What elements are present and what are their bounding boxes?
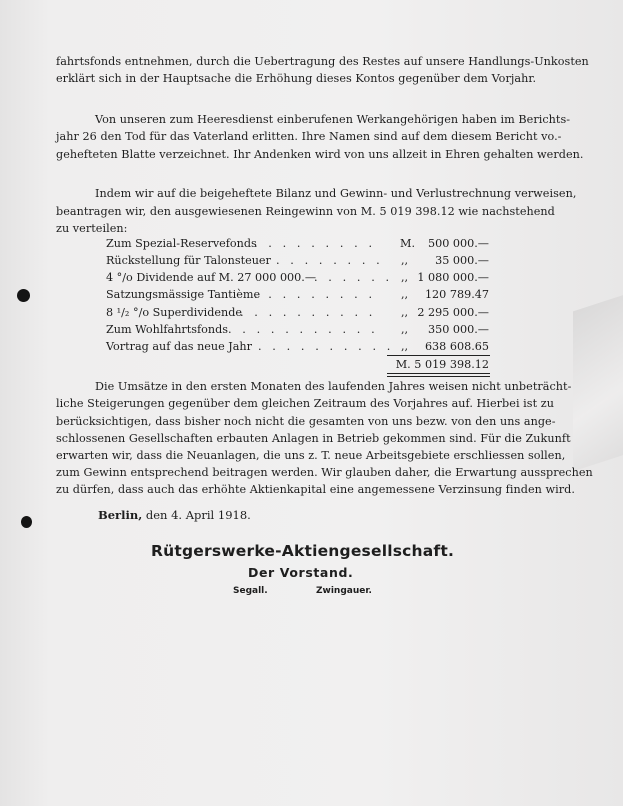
place-label: Berlin, xyxy=(98,508,143,522)
distribution-currency: ,, xyxy=(401,306,409,319)
distribution-currency: ,, xyxy=(401,271,409,284)
distribution-currency: ,, xyxy=(401,340,409,353)
distribution-currency: M. xyxy=(400,237,416,250)
paragraph1-line-1: fahrtsfonds entnehmen, durch die Uebertragung des Restes auf unsere Handlungs-Unkosten xyxy=(56,55,589,68)
distribution-amount: 638 608.65 xyxy=(424,340,489,353)
distribution-amount: 120 789.47 xyxy=(424,288,489,301)
paragraph2-line-2: jahr 26 den Tod für das Vaterland erlitten. Ihre Namen sind auf dem diesem Bericht vo.- xyxy=(56,130,562,143)
paragraph4-line-5: erwarten wir, dass die Neuanlagen, die uns z. T. neue Arbeitsgebiete erschliessen sollen, xyxy=(56,449,566,462)
paragraph4-line-4: schlossenen Gesellschaften erbauten Anlagen in Betrieb gekommen sind. Für die Zukunft xyxy=(56,432,571,445)
paragraph2-line-3: gehefteten Blatte verzeichnet. Ihr Andenken wird von uns allzeit in Ehren gehalten werden. xyxy=(56,148,584,161)
distribution-dots: . . . . . . . . . xyxy=(254,288,376,301)
distribution-label: 8 ¹/₂ °/o Superdividende xyxy=(106,306,243,319)
sum-rule xyxy=(387,355,490,356)
distribution-dots: . . . . . . . . . xyxy=(254,237,376,250)
signature-zwingauer: Zwingauer. xyxy=(316,586,372,596)
distribution-amount: 35 000.— xyxy=(435,254,489,267)
distribution-dots: . . . . . . . . . . . xyxy=(228,323,379,336)
total-double-rule xyxy=(387,373,490,374)
distribution-label: Rückstellung für Talonsteuer xyxy=(106,254,271,267)
distribution-label: Vortrag auf das neue Jahr xyxy=(106,340,252,353)
distribution-dots: . . . . . . . . . . xyxy=(240,306,376,319)
distribution-dots: . . . . . . . . xyxy=(276,254,384,267)
distribution-label: Zum Spezial-Reservefonds xyxy=(106,237,257,250)
paragraph4-line-3: berücksichtigen, dass bisher noch nicht die gesamten von uns bezw. von den uns ange- xyxy=(56,415,556,428)
distribution-currency: ,, xyxy=(401,323,409,336)
paragraph4-line-1: Die Umsätze in den ersten Monaten des laufenden Jahres weisen nicht unbeträcht- xyxy=(95,380,572,393)
distribution-currency: ,, xyxy=(401,254,409,267)
distribution-dots: . . . . . . . . . . xyxy=(258,340,394,353)
paragraph4-line-7: zu dürfen, dass auch das erhöhte Aktienkapital eine angemessene Verzinsung finden wird. xyxy=(56,483,575,496)
company-name: Rütgerswerke-Aktiengesellschaft. xyxy=(151,542,455,560)
paragraph4-line-2: liche Steigerungen gegenüber dem gleichen Zeitraum des Vorjahres auf. Hierbei ist zu xyxy=(56,397,554,410)
signature-segall: Segall. xyxy=(233,586,268,596)
paragraph3-line-2: beantragen wir, den ausgewiesenen Reingewinn von M. 5 019 398.12 wie nachstehend xyxy=(56,205,555,218)
distribution-amount: 1 080 000.— xyxy=(417,271,489,284)
distribution-amount: 2 295 000.— xyxy=(417,306,489,319)
distribution-label: Satzungsmässige Tantième xyxy=(106,288,261,301)
punch-hole-bottom xyxy=(21,516,32,528)
distribution-label: Zum Wohlfahrtsfonds xyxy=(106,323,228,336)
paragraph3-line-3: zu verteilen: xyxy=(56,222,128,235)
punch-hole-top xyxy=(17,289,30,302)
distribution-dots: . . . . . . xyxy=(314,271,393,284)
paragraph1-line-2: erklärt sich in der Hauptsache die Erhöhung dieses Kontos gegenüber dem Vorjahr. xyxy=(56,72,537,85)
paragraph4-line-6: zum Gewinn entsprechend beitragen werden. Wir glauben daher, die Erwartung aussprechen xyxy=(56,466,593,479)
place-date xyxy=(98,508,251,522)
board-title: Der Vorstand. xyxy=(248,565,354,580)
paper-fold xyxy=(573,289,623,472)
distribution-label: 4 °/o Dividende auf M. 27 000 000.— xyxy=(106,271,317,284)
distribution-total: M. 5 019 398.12 xyxy=(395,358,489,371)
distribution-amount: 350 000.— xyxy=(427,323,489,336)
paragraph3-line-1: Indem wir auf die beigeheftete Bilanz und Gewinn- und Verlustrechnung verweisen, xyxy=(95,187,577,200)
distribution-currency: ,, xyxy=(401,288,409,301)
date-label: den 4. April 1918. xyxy=(145,508,251,522)
distribution-amount: 500 000.— xyxy=(427,237,489,250)
paragraph2-line-1: Von unseren zum Heeresdienst einberufenen Werkangehörigen haben im Berichts- xyxy=(95,113,571,126)
